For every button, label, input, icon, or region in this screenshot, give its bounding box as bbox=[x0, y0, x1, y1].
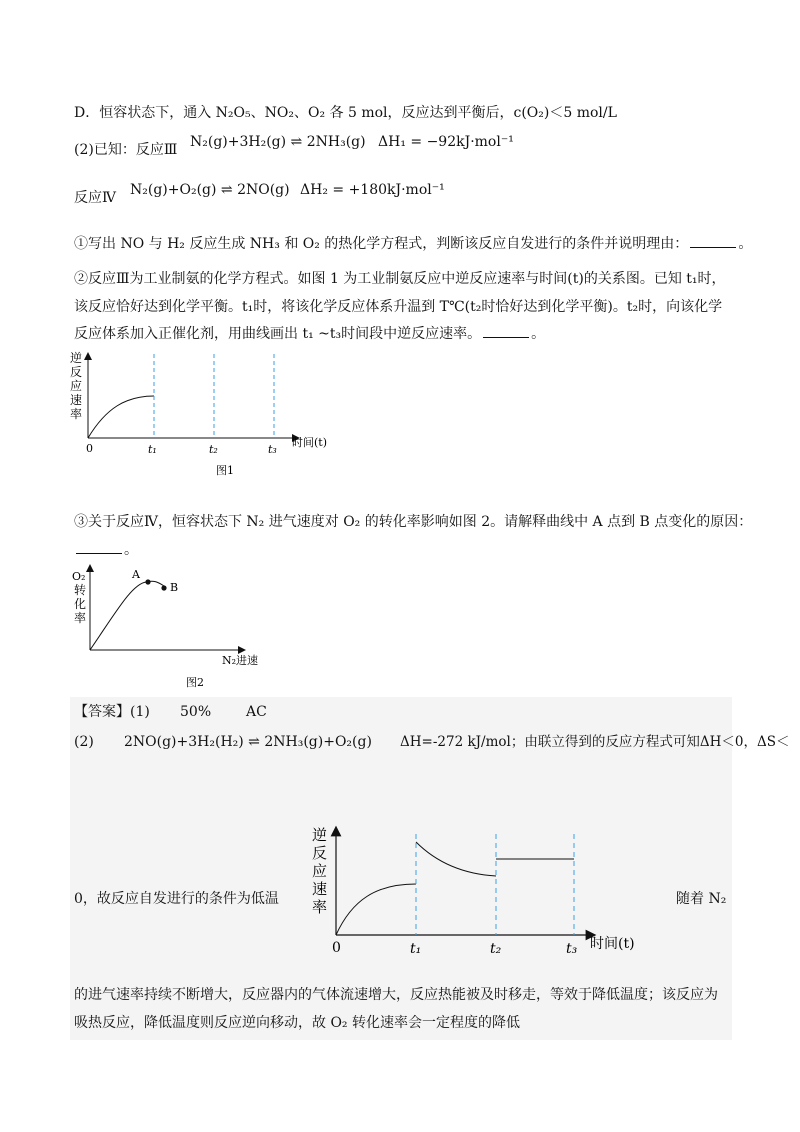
point-a bbox=[145, 579, 150, 584]
figure-caption: 图1 bbox=[216, 464, 234, 477]
answer-continuation: 0，故反应自发进行的条件为低温 bbox=[74, 891, 279, 907]
figure-caption: 图2 bbox=[186, 676, 204, 689]
answer-tail: 随着 N₂ bbox=[676, 891, 727, 907]
tick-label: t₁ bbox=[148, 443, 157, 456]
ylabel-char: 转 bbox=[74, 583, 87, 597]
reaction4-prefix: 反应Ⅳ bbox=[74, 190, 116, 206]
tick-label: t₂ bbox=[209, 443, 218, 456]
ylabel-char: 逆 bbox=[70, 351, 83, 365]
point-a-label: A bbox=[132, 568, 140, 581]
tick-label: t₃ bbox=[566, 941, 578, 957]
conversion-curve bbox=[90, 581, 164, 650]
reaction3-enthalpy: ΔH₁ = −92kJ·mol⁻¹ bbox=[378, 134, 514, 150]
reaction4-enthalpy: ΔH₂ = +180kJ·mol⁻¹ bbox=[300, 182, 445, 198]
ylabel-char: 应 bbox=[70, 379, 83, 393]
tick-label: t₃ bbox=[268, 443, 277, 456]
ylabel-char: 速 bbox=[70, 393, 83, 407]
ylabel-char: 反 bbox=[70, 365, 83, 379]
reaction3-equation: N₂(g)+3H₂(g) ⇌ 2NH₃(g) bbox=[190, 134, 366, 150]
tick-label: t₂ bbox=[490, 941, 502, 957]
answer-blank[interactable] bbox=[690, 235, 736, 248]
question-3-line1: ③关于反应Ⅳ，恒容状态下 N₂ 进气速度对 O₂ 的转化率影响如图 2。请解释曲线中 A 点到 B 点变化的原因： bbox=[74, 514, 753, 530]
answer-value-1: 50% bbox=[180, 704, 212, 720]
question-1: ①写出 NO 与 H₂ 反应生成 NH₃ 和 O₂ 的热化学方程式，判断该反应自发进行的条件并说明理由： 。 bbox=[74, 236, 753, 252]
rate-curve bbox=[88, 396, 154, 438]
ylabel-char: 率 bbox=[74, 611, 87, 625]
question-2-line2: 该反应恰好达到化学平衡。t₁时，将该化学反应体系升温到 T℃(t₂时恰好达到化学平衡)。t₂时，向该化学 bbox=[74, 299, 723, 315]
figure-2 bbox=[66, 560, 286, 692]
rate-curve-1 bbox=[336, 884, 416, 935]
tick-label: t₁ bbox=[410, 941, 422, 957]
ylabel-char: 率 bbox=[70, 407, 83, 421]
answer-value-2: AC bbox=[246, 704, 267, 720]
part2-prefix: (2)已知：反应Ⅲ bbox=[74, 142, 178, 158]
question-3-line2: 。 bbox=[74, 540, 138, 560]
figure-1 bbox=[66, 350, 346, 486]
xlabel: N₂进速 bbox=[222, 654, 259, 667]
ylabel-char: 速 bbox=[312, 880, 328, 898]
answer-blank[interactable] bbox=[76, 541, 122, 554]
point-b-label: B bbox=[170, 581, 179, 594]
ylabel-char: 化 bbox=[74, 597, 87, 611]
xlabel: 时间(t) bbox=[590, 936, 635, 952]
answer-part1: (1) bbox=[130, 704, 150, 720]
ylabel-char: 率 bbox=[312, 898, 328, 916]
option-d: D．恒容状态下，通入 N₂O₅、NO₂、O₂ 各 5 mol，反应达到平衡后，c(O₂)＜5 mol/L bbox=[74, 105, 617, 121]
answer-label: 【答案】 bbox=[74, 704, 130, 720]
ylabel-char: 逆 bbox=[312, 826, 328, 844]
origin-label: 0 bbox=[332, 940, 341, 956]
question-2-line3: 反应体系加入正催化剂，用曲线画出 t₁ ~t₃时间段中逆反应速率。 。 bbox=[74, 326, 546, 342]
rate-curve-2 bbox=[416, 842, 496, 876]
answer-blank[interactable] bbox=[483, 325, 529, 338]
ylabel-char: 反 bbox=[312, 844, 328, 862]
answer-enthalpy: ΔH=-272 kJ/mol；由联立得到的反应方程式可知ΔH＜0，ΔS＜ bbox=[400, 734, 790, 750]
ylabel-char: O₂ bbox=[72, 570, 86, 583]
question-2-line1: ②反应Ⅲ为工业制氨的化学方程式。如图 1 为工业制氨反应中逆反应速率与时间(t)的关系图。已知 t₁时， bbox=[74, 271, 726, 287]
point-b bbox=[161, 585, 166, 590]
ylabel-char: 应 bbox=[312, 862, 328, 880]
answer-line4: 吸热反应，降低温度则反应逆向移动，故 O₂ 转化速率会一定程度的降低 bbox=[74, 1015, 520, 1031]
answer-part2: (2) bbox=[74, 734, 94, 750]
answer-line3: 的进气速率持续不断增大，反应器内的气体流速增大，反应热能被及时移走，等效于降低温度；该反应为 bbox=[74, 987, 718, 1003]
reaction4-equation: N₂(g)+O₂(g) ⇌ 2NO(g) bbox=[130, 182, 290, 198]
xlabel: 时间(t) bbox=[292, 436, 328, 449]
answer-equation: 2NO(g)+3H₂(H₂) ⇌ 2NH₃(g)+O₂(g) bbox=[124, 734, 372, 750]
figure-answer bbox=[306, 822, 652, 964]
origin-label: 0 bbox=[86, 442, 93, 455]
